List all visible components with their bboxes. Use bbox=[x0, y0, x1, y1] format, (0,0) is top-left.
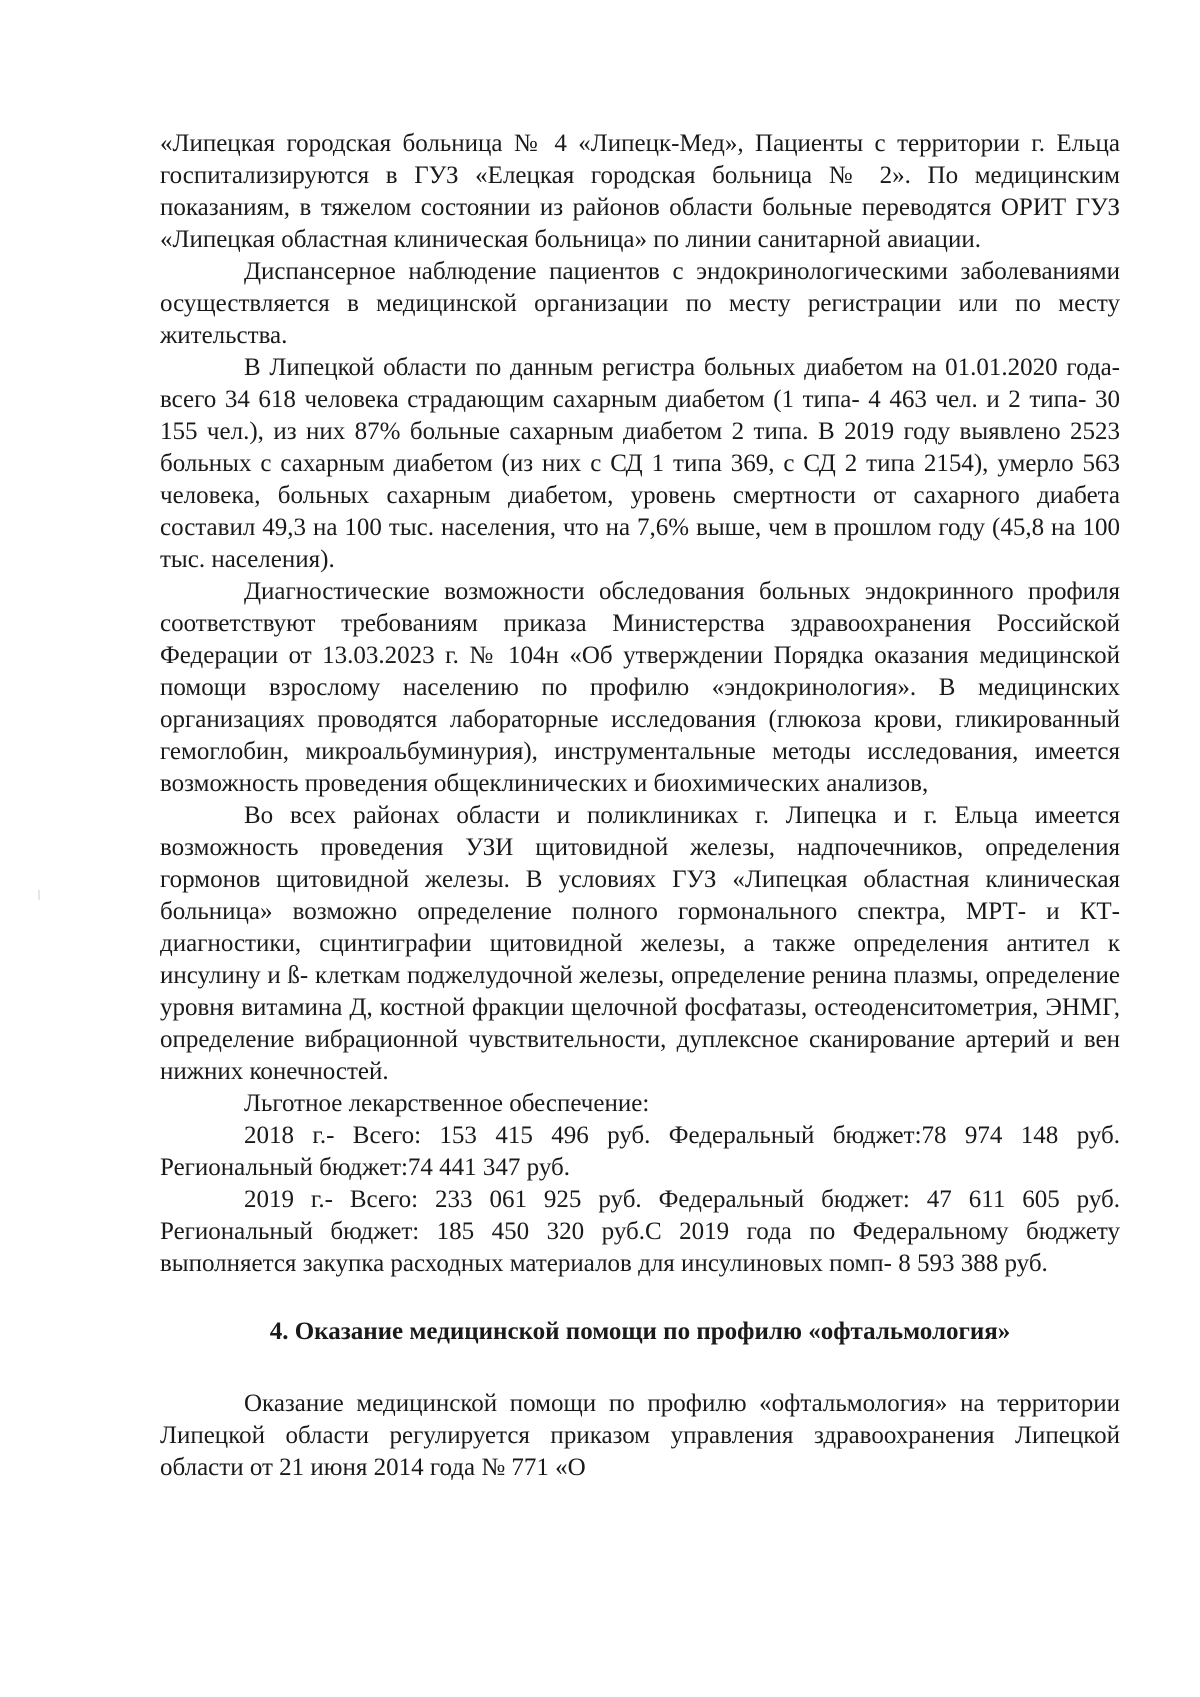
document-body bbox=[160, 128, 1120, 1484]
paragraph-diagnostics: Диагностические возможности обследования больных эндокринного профиля соответствуют требованиям приказа Министерства здравоохранения Российской Федерации от 13.03.2023 г. № 104н «Об утверждении Порядка оказания медицинской помощи взрослому населению по профилю «эндокринология». В медицинских организациях проводятся лабораторные исследования (глюкоза крови, гликированный гемоглобин, микроальбуминурия), инструментальные методы исследования, имеется возможность проведения общеклинических и биохимических анализов, bbox=[160, 578, 1120, 797]
paragraph-drug-provision-title: Льготное лекарственное обеспечение: bbox=[244, 1090, 650, 1117]
paragraph-ophthalmology: Оказание медицинской помощи по профилю «офтальмология» на территории Липецкой области регулируется приказом управления здравоохранения Липецкой области от 21 июня 2014 года № 771 «О bbox=[160, 1390, 1120, 1481]
paragraph-diabetes-registry: В Липецкой области по данным регистра больных диабетом на 01.01.2020 года- всего 34 618 человека страдающим сахарным диабетом (1 типа- 4 463 чел. и 2 типа- 30 155 чел.), из них 87% больные сахарным диабетом 2 типа. В 2019 году выявлено 2523 больных с сахарным диабетом (из них с СД 1 типа 369, с СД 2 типа 2154), умерло 563 человека, больных сахарным диабетом, уровень смертности от сахарного диабета составил 49,3 на 100 тыс. населения, что на 7,6% выше, чем в прошлом году (45,8 на 100 тыс. населения). bbox=[160, 354, 1120, 573]
paragraph-dispensary: Диспансерное наблюдение пациентов с эндокринологическими заболеваниями осуществляется в медицинской организации по месту регистрации или по месту жительства. bbox=[160, 258, 1120, 349]
paragraph-drug-provision-2018: 2018 г.- Всего: 153 415 496 руб. Федеральный бюджет:78 974 148 руб. Региональный бюджет:74 441 347 руб. bbox=[160, 1122, 1120, 1181]
paragraph-hospitalization: «Липецкая городская больница № 4 «Липецк-Мед», Пациенты с территории г. Ельца госпитализируются в ГУЗ «Елецкая городская больница № 2». По медицинским показаниям, в тяжелом состоянии из районов области больные переводятся ОРИТ ГУЗ «Липецкая областная клиническая больница» по линии санитарной авиации. bbox=[160, 130, 1120, 253]
scan-artifact bbox=[38, 890, 40, 900]
paragraph-drug-provision-2019: 2019 г.- Всего: 233 061 925 руб. Федеральный бюджет: 47 611 605 руб. Региональный бюджет: 185 450 320 руб.С 2019 года по Федеральному бюджету выполняется закупка расходных материалов для инсулиновых помп- 8 593 388 руб. bbox=[160, 1186, 1120, 1277]
section-heading: 4. Оказание медицинской помощи по профилю «офтальмология» bbox=[269, 1318, 1011, 1345]
paragraph-district-capabilities: Во всех районах области и поликлиниках г. Липецка и г. Ельца имеется возможность проведения УЗИ щитовидной железы, надпочечников, определения гормонов щитовидной железы. В условиях ГУЗ «Липецкая областная клиническая больница» возможно определение полного гормонального спектра, МРТ- и КТ- диагностики, сцинтиграфии щитовидной железы, а также определения антител к инсулину и ß- клеткам поджелудочной железы, определение ренина плазмы, определение уровня витамина Д, костной фракции щелочной фосфатазы, остеоденситометрия, ЭНМГ, определение вибрационной чувствительности, дуплексное сканирование артерий и вен нижних конечностей. bbox=[160, 802, 1120, 1085]
